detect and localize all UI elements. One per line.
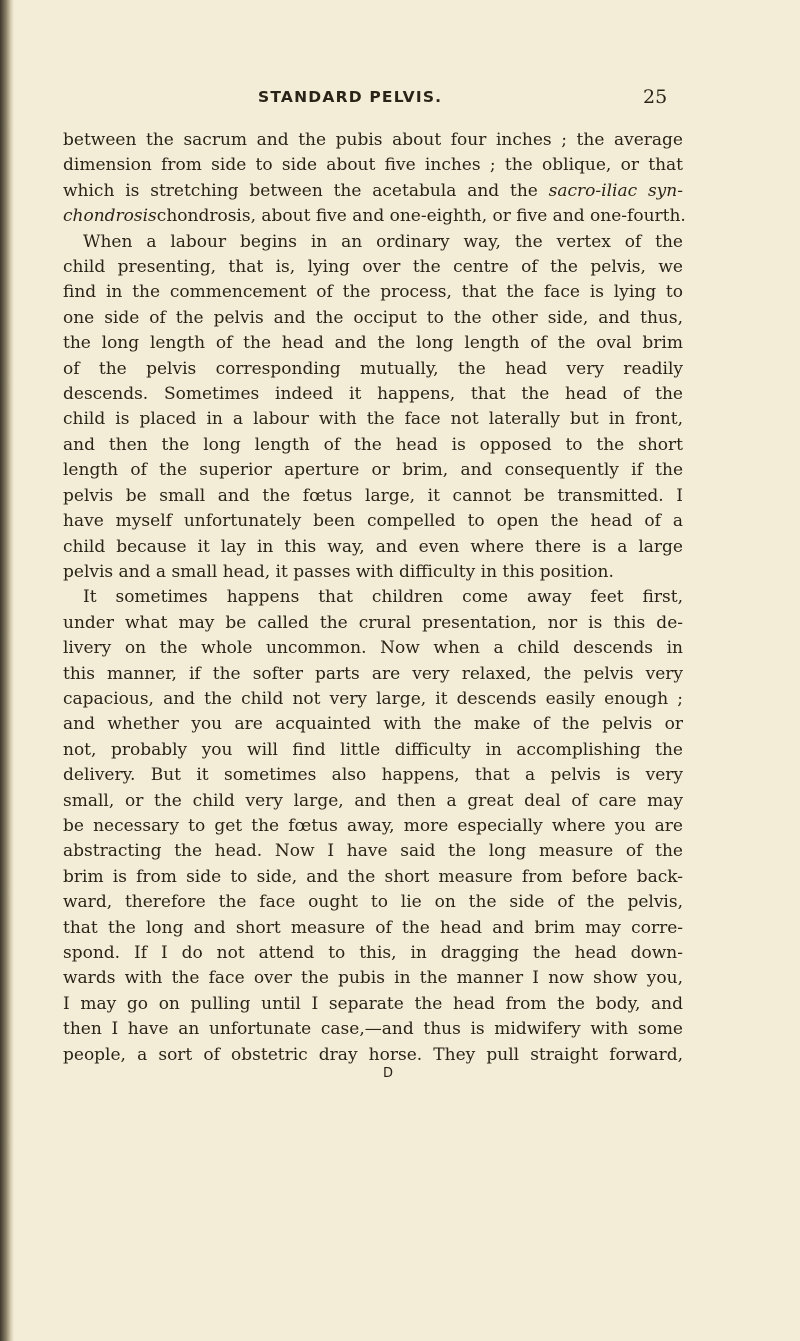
- text-line: wards with the face over the pubis in the manner I now show you,: [63, 968, 683, 989]
- text-line: of the pelvis corresponding mutually, the head very readily: [63, 358, 683, 379]
- body-text: [63, 128, 686, 1068]
- text-line: [63, 204, 686, 229]
- italic-term: sacro-iliac syn-: [548, 180, 683, 201]
- text-line: child is placed in a labour with the face not laterally but in front,: [63, 409, 683, 430]
- text-line: [63, 179, 683, 204]
- text-line: child presenting, that is, lying over the centre of the pelvis, we: [63, 257, 683, 278]
- text-line: small, or the child very large, and then a great deal of care may: [63, 790, 683, 811]
- text-line: livery on the whole uncommon. Now when a child descends in: [63, 638, 683, 659]
- text-line: the long length of the head and the long length of the oval brim: [63, 333, 683, 354]
- text-segment: chondrosis, about five and one-eighth, or five and one-fourth.: [156, 206, 686, 227]
- text-segment: which is stretching between the acetabula and the: [63, 180, 549, 201]
- text-line: delivery. But it sometimes also happens, that a pelvis is very: [63, 765, 683, 786]
- text-line: that the long and short measure of the head and brim may corre-: [63, 917, 683, 938]
- book-spine-edge: [0, 0, 14, 1341]
- running-title: STANDARD PELVIS.: [258, 88, 443, 106]
- text-line: ward, therefore the face ought to lie on the side of the pelvis,: [63, 892, 683, 913]
- italic-term: chondrosis: [63, 206, 157, 227]
- text-line: pelvis be small and the fœtus large, it cannot be transmitted. I: [63, 485, 683, 506]
- text-line: and then the long length of the head is opposed to the short: [63, 434, 683, 455]
- text-line: one side of the pelvis and the occiput to the other side, and thus,: [63, 307, 683, 328]
- text-line: spond. If I do not attend to this, in dragging the head down-: [63, 943, 683, 963]
- text-line: brim is from side to side, and the short measure from before back-: [63, 866, 683, 887]
- text-line: It sometimes happens that children come away feet first,: [83, 587, 683, 608]
- page-header: [0, 88, 800, 112]
- text-line: not, probably you will find little difficulty in accomplishing the: [63, 739, 683, 760]
- text-line: between the sacrum and the pubis about four inches ; the average: [63, 130, 683, 150]
- text-line: length of the superior aperture or brim, and consequently if the: [63, 460, 683, 481]
- text-line: find in the commencement of the process, that the face is lying to: [63, 282, 683, 303]
- text-line: abstracting the head. Now I have said the long measure of the: [63, 841, 683, 862]
- text-line: then I have an unfortunate case,—and thus is midwifery with some: [63, 1019, 683, 1040]
- text-line: pelvis and a small head, it passes with difficulty in this position.: [63, 561, 614, 582]
- text-line: descends. Sometimes indeed it happens, that the head of the: [63, 384, 683, 405]
- text-line: under what may be called the crural presentation, nor is this de-: [63, 612, 683, 633]
- text-line: and whether you are acquainted with the make of the pelvis or: [63, 714, 683, 735]
- signature-mark: D: [383, 1066, 394, 1081]
- text-line: dimension from side to side about five inches ; the oblique, or that: [63, 155, 683, 176]
- page-number: 25: [643, 86, 668, 108]
- text-line: this manner, if the softer parts are very relaxed, the pelvis very: [63, 663, 683, 684]
- text-line: have myself unfortunately been compelled to open the head of a: [63, 511, 683, 532]
- text-line: capacious, and the child not very large, it descends easily enough ;: [63, 688, 683, 709]
- text-line: When a labour begins in an ordinary way, the vertex of the: [83, 231, 683, 252]
- text-line: people, a sort of obstetric dray horse. They pull straight forward,: [63, 1044, 683, 1065]
- text-line: be necessary to get the fœtus away, more especially where you are: [63, 815, 683, 836]
- text-line: child because it lay in this way, and even where there is a large: [63, 536, 683, 557]
- text-line: I may go on pulling until I separate the head from the body, and: [63, 993, 683, 1014]
